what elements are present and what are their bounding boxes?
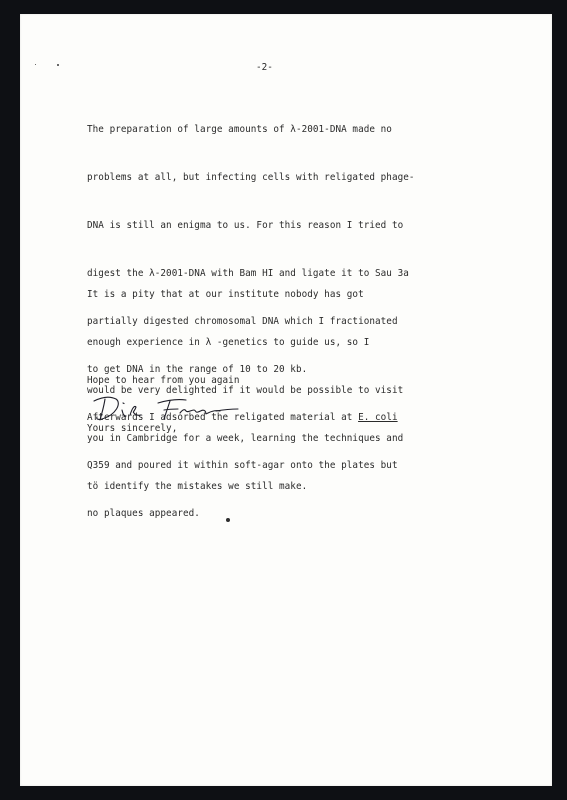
text-line: digest the λ-2001-DNA with Bam HI and ligate it to Sau 3a <box>87 268 409 279</box>
handwritten-signature <box>88 379 248 429</box>
text-line: partially digested chromosomal DNA which I fractionated <box>87 316 398 327</box>
text-line: no plaques appeared. <box>87 508 200 519</box>
text-line: It is a pity that at our institute nobody has got <box>87 289 364 300</box>
text-line: DNA is still an enigma to us. For this reason I tried to <box>87 220 404 231</box>
text-line: The preparation of large amounts of λ-2001-DNA made no <box>87 124 392 135</box>
paper-speck <box>35 64 36 65</box>
paper-speck <box>57 64 59 66</box>
text-segment: Afterwards I adsorbed the religated material at <box>87 412 359 423</box>
species-name: E. coli <box>358 412 398 423</box>
page-number: -2- <box>256 62 273 73</box>
text-line: you in Cambridge for a week, learning the techniques and <box>87 433 404 444</box>
text-line: enough experience in λ -genetics to guide us, so I <box>87 337 370 348</box>
text-line: to get DNA in the range of 10 to 20 kb. <box>87 364 308 375</box>
text-line: Yours sincerely, <box>87 423 178 434</box>
letter-page <box>20 14 552 786</box>
text-line: Q359 and poured it within soft-agar onto the plates but <box>87 460 398 471</box>
text-line: would be very delighted if it would be possible to visit <box>87 385 404 396</box>
paper-speck <box>226 518 230 522</box>
text-line: tö identify the mistakes we still make. <box>87 481 308 492</box>
text-line: Hope to hear from you again <box>87 375 240 386</box>
text-line: problems at all, but infecting cells with religated phage- <box>87 172 415 183</box>
